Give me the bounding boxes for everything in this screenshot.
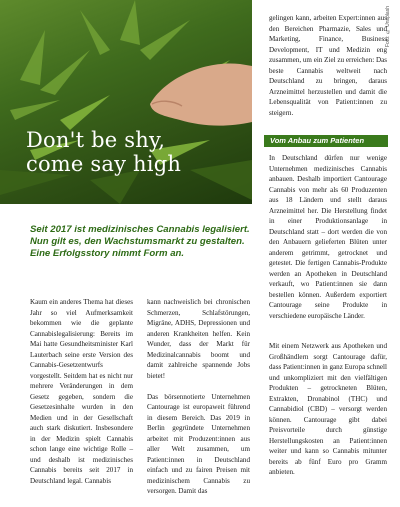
headline-line-2: come say high (26, 152, 182, 176)
body-paragraph: kann nachweislich bei chronischen Schmerzen, Schlafstörungen, Migräne, ADHS, Depressionen und anderen Krankheiten helfen. Kein Wunder, dass der Markt für Medizinalcannabis boomt und damit zahlreiche spannende Jobs bietet! (147, 298, 250, 380)
column-3-middle (269, 153, 387, 332)
body-paragraph: gelingen kann, arbeiten Expert:innen aus den Bereichen Pharmazie, Sales und Marketing, Finance, Business Development, IT und Medizin eng zusammen, um ein Ziel zu erreichen: Das beste Cannabis weltweit nach Deutschland zu bringen, daraus Arzneimittel herzustellen und damit die Lebensqualität von Patient:innen zu steigern. (269, 14, 387, 117)
hand-shape (150, 63, 252, 125)
photo-credit: Foto: © Unsplash (385, 6, 391, 48)
headline (26, 128, 252, 176)
column-2 (147, 297, 250, 507)
hero-photo (0, 0, 252, 204)
lead-paragraph: Seit 2017 ist medizinisches Cannabis legalisiert. Nun gilt es, den Wachstumsmarkt zu gestalten. Eine Erfolgsstory nimmt Form an. (30, 224, 250, 260)
column-3-top (269, 13, 387, 129)
column-3-bottom (269, 341, 387, 488)
body-paragraph: Kaum ein anderes Thema hat dieses Jahr so viel Aufmerksamkeit bekommen wie die geplante Cannabislegalisierung: Bereits im Mai hatte Gesundheitsminister Karl Lauterbach seine erste Version des Cannabis-Gesetzentwurfs vorgestellt. Seitdem hat es nicht nur mehrere Veränderungen in dem Gesetz gegeben, sondern die Gesetzesinhalte wurden in den Medien und in der Gesellschaft auch stark diskutiert. Insbesondere in der Medizin spielt Cannabis schon lange eine wichtige Rolle – und deshalb ist medizinisches Cannabis bereits seit 2017 in Deutschland legal. Cannabis (30, 298, 133, 485)
headline-line-1: Don't be shy, (26, 128, 166, 152)
body-paragraph: In Deutschland dürfen nur wenige Unternehmen medizinisches Cannabis anbauen. Deshalb importiert Cantourage Cannabis von mehr als 60 Produzenten aus 18 Ländern und stellt daraus Arzneimittel her. Die Herstellung findet in einer Produktionsanlage in Deutschland statt – dort werden die von den Anbauern gelieferten Blüten unter anderem getrimmt, getrocknet und getestet. Die fertigen Cannabis-Produkte werden an Apotheken in Deutschland verkauft, wo Patient:innen sie dann bestellen können. Außerdem exportiert Cantourage seine Produkte in verschiedene europäische Länder. (269, 154, 387, 320)
section-heading: Vom Anbau zum Patienten (264, 135, 388, 147)
body-paragraph: Mit einem Netzwerk aus Apotheken und Großhändlern sorgt Cantourage dafür, dass Patient:innen in ganz Europa schnell und unkompliziert mit den vielfältigen Produkten – getrockneten Blüten, Extrakten, Dronabinol (THC) und Cannabidiol (CBD) – versorgt werden können. Cantourage gibt dabei Preisvorteile durch günstige Herstellungskosten an Patient:innen weiter und kann so Cannabis mitunter bereits ab fünf Euro pro Gramm anbieten. (269, 342, 388, 476)
body-paragraph: Das börsennotierte Unternehmen Cantourage ist europaweit führend in diesem Bereich. Das 2019 in Berlin gegründete Unternehmen arbeitet mit Produzent:innen aus aller Welt zusammen, um Patient:innen in Deutschland einfach und zu fairen Preisen mit medizinischem Cannabis zu versorgen. Damit das (147, 392, 250, 495)
column-1 (30, 297, 133, 497)
